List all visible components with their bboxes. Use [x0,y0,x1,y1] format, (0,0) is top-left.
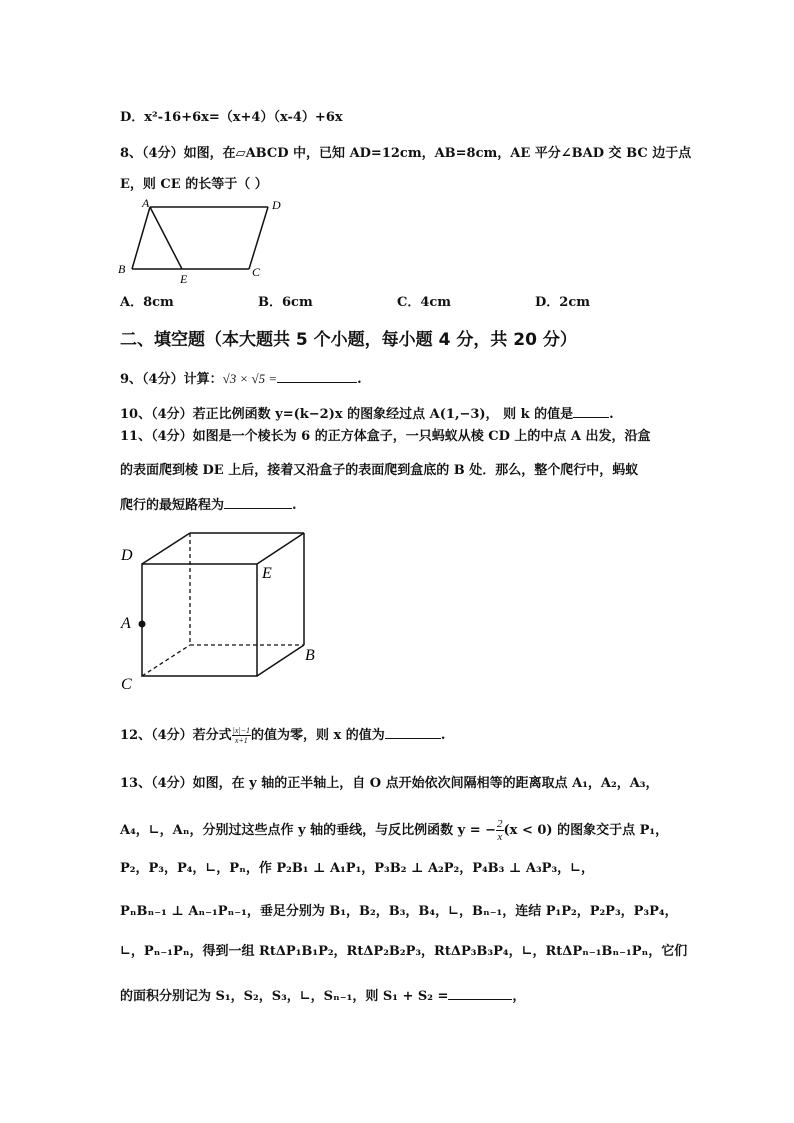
q13-fraction-denominator: x [497,831,503,843]
q8-label-c: C [252,265,261,279]
q12-answer-blank[interactable] [385,724,441,739]
q8-stem-line1: 8、（4分）如图，在▱ABCD 中，已知 AD=12cm，AB=8cm，AE 平分∠BAD 交 BC 边于点 [120,146,692,161]
q12 [120,724,445,745]
q8-option-c: C．4cm [397,295,452,310]
q11-line2: 的表面爬到棱 DE 上后，接着又沿盒子的表面爬到盒底的 B 处．那么，整个爬行中，蚂蚁 [120,463,639,478]
q9-expression: √3 × √5 = [222,371,278,386]
q8-label-b: B [118,262,126,276]
q12-fraction-numerator: |x|−1 [232,726,250,735]
q10-suffix: . [609,407,614,422]
q12-middle: 的值为零，则 x 的值为 [251,728,385,743]
q13-answer-blank[interactable] [448,985,512,1000]
q11-label-b: B [305,647,315,664]
q13-line2 [120,818,668,843]
q10-text: 10、（4分）若正比例函数 y=(k−2)x 的图象经过点 A(1,−3)， 则 k 的值是 [120,407,574,422]
q10-answer-blank[interactable] [573,403,609,418]
q8-label-e: E [180,272,188,286]
q9-prefix: 9、（4分）计算： [120,372,223,387]
q13-fraction-numerator: 2 [497,818,503,830]
q11-label-c: C [121,676,132,693]
section-title: 二、填空题（本大题共 5 个小题，每小题 4 分，共 20 分） [120,330,577,350]
q13-line2-b: (x < 0) 的图象交于点 P₁， [503,823,669,838]
q11-line1: 11、（4分）如图是一个棱长为 6 的正方体盒子，一只蚂蚁从棱 CD 上的中点 A 出发，沿盒 [120,429,651,444]
q12-suffix: . [440,728,446,743]
q12-fraction-denominator: x+1 [234,736,248,745]
q11-line3-wrap [120,494,297,515]
q8-label-a: A [142,196,150,210]
q8-option-d: D．2cm [535,295,590,310]
q9-suffix: . [357,372,362,387]
q9 [120,368,362,389]
q11-label-a: A [121,615,131,632]
q13-suffix: ， [512,989,526,1004]
q13-line5: ∟，Pₙ₋₁Pₙ，得到一组 RtΔP₁B₁P₂，RtΔP₂B₂P₃，RtΔP₃B₃P₄，∟，RtΔPₙ₋₁Bₙ₋₁Pₙ，它们 [120,944,688,959]
q13-line6: 的面积分别记为 S₁，S₂，S₃，∟，Sₙ₋₁，则 S₁ + S₂ = [120,989,449,1004]
q11-cube-figure [115,528,330,698]
q11-suffix: . [292,498,297,513]
q11-point-a [139,621,146,628]
q13-line2-a: A₄，∟，Aₙ，分别过这些点作 y 轴的垂线，与反比例函数 y = − [120,823,497,838]
q13-line4: PₙBₙ₋₁ ⊥ Aₙ₋₁Pₙ₋₁，垂足分别为 B₁，B₂，B₃，B₄，∟，Bₙ₋₁，连结 P₁P₂，P₂P₃，P₃P₄， [120,904,678,919]
q11-label-e: E [262,565,272,582]
q8-parallelogram-figure [110,195,300,290]
q11-answer-blank[interactable] [224,494,292,509]
q8-option-b: B．6cm [258,295,313,310]
q8-stem-line2: E，则 CE 的长等于（ ） [120,177,268,192]
q12-fraction [232,726,251,745]
q8-option-a: A．8cm [120,295,174,310]
q12-prefix: 12、（4分）若分式 [120,728,232,743]
q13-line3: P₂，P₃，P₄，∟，Pₙ，作 P₂B₁ ⊥ A₁P₁，P₃B₂ ⊥ A₂P₂，P₄B₃ ⊥ A₃P₃，∟， [120,861,595,876]
q7-option-d: D．x²-16+6x=（x+4）（x-4）+6x [120,110,343,125]
q11-label-d: D [121,547,133,564]
q13-line1: 13、（4分）如图，在 y 轴的正半轴上，自 O 点开始依次间隔相等的距离取点 A₁，A₂，A₃， [120,776,659,791]
q11-line3: 爬行的最短路程为 [120,498,225,513]
q8-label-d: D [272,198,281,212]
q13-fraction [496,818,504,843]
q10 [120,403,614,424]
q9-answer-blank[interactable] [277,368,357,383]
q13-line6-wrap [120,985,525,1006]
